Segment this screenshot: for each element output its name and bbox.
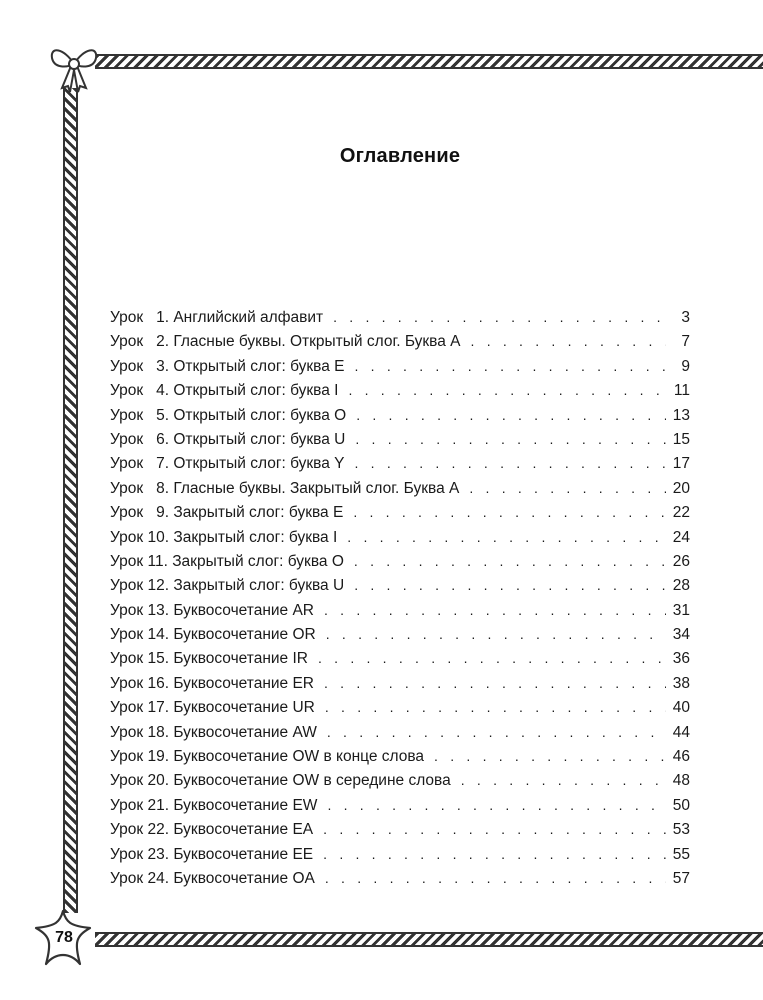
toc-entry bbox=[110, 821, 690, 845]
toc-lesson-number: Урок 6. bbox=[110, 430, 174, 448]
toc-dot-leader bbox=[354, 358, 666, 374]
toc-lesson-number: Урок 17. bbox=[110, 699, 174, 717]
toc-dot-leader bbox=[347, 529, 666, 545]
toc-page-number: 36 bbox=[672, 650, 690, 668]
toc-lesson-title: Гласные буквы. Открытый слог. Буква А bbox=[173, 333, 461, 351]
toc-entry bbox=[110, 870, 690, 894]
toc-lesson-title: Буквосочетание EE bbox=[173, 845, 314, 863]
page-number: 78 bbox=[55, 929, 73, 946]
toc-entry bbox=[110, 699, 690, 723]
toc-page-number: 48 bbox=[672, 772, 690, 790]
toc-lesson-title: Буквосочетание EW bbox=[173, 796, 318, 814]
toc-dot-leader bbox=[318, 650, 666, 666]
toc-lesson-number: Урок 19. bbox=[110, 748, 174, 766]
toc-entry bbox=[110, 382, 690, 406]
toc-lesson-title: Открытый слог: буква Е bbox=[173, 357, 345, 375]
toc-page-number: 24 bbox=[672, 528, 690, 546]
toc-lesson-number: Урок 7. bbox=[110, 455, 174, 473]
toc-lesson-title: Буквосочетание AR bbox=[173, 601, 314, 619]
table-of-contents bbox=[110, 309, 690, 894]
toc-lesson-title: Буквосочетание OA bbox=[173, 869, 315, 887]
toc-page-number: 40 bbox=[672, 699, 690, 717]
toc-dot-leader bbox=[471, 333, 666, 349]
bow-icon bbox=[46, 36, 102, 96]
toc-lesson-title: Буквосочетание OW в середине слова bbox=[173, 772, 451, 790]
toc-dot-leader bbox=[324, 602, 666, 618]
toc-lesson-number: Урок 9. bbox=[110, 504, 174, 522]
toc-lesson-title: Гласные буквы. Закрытый слог. Буква А bbox=[173, 479, 460, 497]
page-title: Оглавление bbox=[339, 145, 461, 167]
toc-lesson-title: Закрытый слог: буква U bbox=[173, 577, 345, 595]
toc-lesson-number: Урок 16. bbox=[110, 674, 174, 692]
toc-entry bbox=[110, 480, 690, 504]
toc-page-number: 38 bbox=[672, 674, 690, 692]
toc-lesson-title: Закрытый слог: буква I bbox=[173, 528, 338, 546]
toc-dot-leader bbox=[461, 772, 666, 788]
toc-lesson-title: Открытый слог: буква U bbox=[173, 430, 346, 448]
toc-dot-leader bbox=[354, 455, 666, 471]
toc-entry bbox=[110, 724, 690, 748]
toc-dot-leader bbox=[434, 748, 666, 764]
toc-page-number: 28 bbox=[672, 577, 690, 595]
toc-dot-leader bbox=[324, 675, 666, 691]
toc-dot-leader bbox=[325, 699, 666, 715]
toc-page-number: 22 bbox=[672, 504, 690, 522]
toc-lesson-title: Буквосочетание EA bbox=[173, 821, 314, 839]
toc-page-number: 31 bbox=[672, 601, 690, 619]
toc-lesson-number: Урок 10. bbox=[110, 528, 174, 546]
toc-dot-leader bbox=[333, 309, 666, 325]
toc-page-number: 34 bbox=[672, 626, 690, 644]
toc-page-number: 9 bbox=[681, 357, 690, 375]
toc-lesson-title: Буквосочетание UR bbox=[173, 699, 315, 717]
toc-lesson-title: Открытый слог: буква Y bbox=[173, 455, 345, 473]
toc-lesson-number: Урок 18. bbox=[110, 723, 174, 741]
toc-page-number: 44 bbox=[672, 723, 690, 741]
toc-lesson-number: Урок 2. bbox=[110, 333, 174, 351]
toc-page-number: 7 bbox=[681, 333, 690, 351]
toc-entry bbox=[110, 529, 690, 553]
toc-lesson-number: Урок 4. bbox=[110, 382, 174, 400]
toc-lesson-number: Урок 20. bbox=[110, 772, 174, 790]
toc-entry bbox=[110, 577, 690, 601]
toc-page-number: 11 bbox=[673, 382, 690, 400]
toc-entry bbox=[110, 358, 690, 382]
toc-dot-leader bbox=[355, 431, 666, 447]
toc-lesson-title: Буквосочетание OW в конце слова bbox=[173, 748, 425, 766]
toc-dot-leader bbox=[354, 577, 666, 593]
toc-lesson-number: Урок 3. bbox=[110, 357, 174, 375]
toc-page-number: 55 bbox=[672, 845, 690, 863]
toc-lesson-number: Урок 23. bbox=[110, 845, 174, 863]
toc-dot-leader bbox=[353, 504, 666, 520]
toc-lesson-title: Открытый слог: буква О bbox=[173, 406, 347, 424]
toc-page-number: 13 bbox=[672, 406, 690, 424]
toc-page-number: 26 bbox=[672, 552, 690, 570]
toc-lesson-number: Урок 8. bbox=[110, 479, 174, 497]
toc-page-number: 53 bbox=[672, 821, 690, 839]
toc-entry bbox=[110, 309, 690, 333]
toc-lesson-title: Буквосочетание AW bbox=[173, 723, 317, 741]
toc-dot-leader bbox=[354, 553, 666, 569]
toc-page-number: 50 bbox=[672, 796, 690, 814]
toc-entry bbox=[110, 675, 690, 699]
toc-lesson-number: Урок 14. bbox=[110, 626, 174, 644]
toc-page-number: 20 bbox=[672, 479, 690, 497]
toc-lesson-title: Закрытый слог: буква О bbox=[172, 552, 344, 570]
rope-border-left bbox=[63, 88, 78, 913]
toc-dot-leader bbox=[326, 626, 666, 642]
toc-entry bbox=[110, 333, 690, 357]
toc-lesson-number: Урок 15. bbox=[110, 650, 174, 668]
toc-entry bbox=[110, 553, 690, 577]
rope-border-bottom bbox=[95, 932, 763, 947]
toc-entry bbox=[110, 431, 690, 455]
toc-dot-leader bbox=[323, 821, 666, 837]
toc-dot-leader bbox=[356, 407, 666, 423]
toc-lesson-number: Урок 21. bbox=[110, 796, 174, 814]
toc-lesson-title: Буквосочетание OR bbox=[173, 626, 316, 644]
toc-lesson-title: Открытый слог: буква I bbox=[173, 382, 339, 400]
toc-entry bbox=[110, 846, 690, 870]
toc-lesson-title: Буквосочетание ER bbox=[173, 674, 314, 692]
toc-entry bbox=[110, 626, 690, 650]
toc-lesson-number: Урок 5. bbox=[110, 406, 174, 424]
toc-dot-leader bbox=[325, 870, 666, 886]
toc-lesson-number: Урок 1. bbox=[110, 309, 174, 326]
toc-lesson-title: Закрытый слог: буква Е bbox=[173, 504, 344, 522]
toc-entry bbox=[110, 455, 690, 479]
toc-page-number: 46 bbox=[672, 748, 690, 766]
toc-dot-leader bbox=[348, 382, 666, 398]
toc-entry bbox=[110, 772, 690, 796]
toc-entry bbox=[110, 797, 690, 821]
toc-page-number: 17 bbox=[672, 455, 690, 473]
toc-lesson-number: Урок 11. bbox=[110, 552, 173, 570]
toc-entry bbox=[110, 650, 690, 674]
toc-entry bbox=[110, 602, 690, 626]
toc-lesson-number: Урок 22. bbox=[110, 821, 174, 839]
toc-lesson-number: Урок 24. bbox=[110, 869, 174, 887]
toc-entry bbox=[110, 407, 690, 431]
rope-border-top bbox=[95, 54, 763, 69]
toc-page-number: 15 bbox=[672, 430, 690, 448]
toc-dot-leader bbox=[327, 797, 666, 813]
toc-lesson-number: Урок 12. bbox=[110, 577, 174, 595]
toc-lesson-number: Урок 13. bbox=[110, 601, 174, 619]
toc-dot-leader bbox=[323, 846, 666, 862]
toc-lesson-title: Буквосочетание IR bbox=[173, 650, 308, 668]
toc-page-number: 57 bbox=[672, 869, 690, 887]
toc-entry bbox=[110, 748, 690, 772]
toc-dot-leader bbox=[469, 480, 666, 496]
toc-lesson-title: Английский алфавит bbox=[173, 309, 324, 326]
toc-page-number: 3 bbox=[681, 309, 690, 326]
toc-entry bbox=[110, 504, 690, 528]
toc-dot-leader bbox=[327, 724, 666, 740]
